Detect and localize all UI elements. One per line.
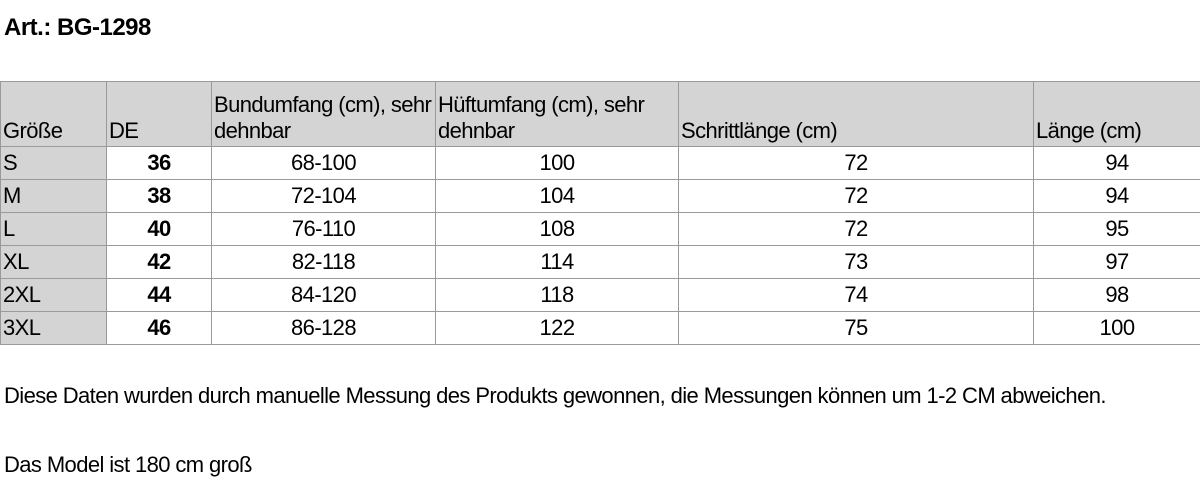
inseam-cell: 72: [679, 180, 1034, 213]
hip-cell: 118: [436, 279, 679, 312]
size-cell: 3XL: [1, 312, 107, 345]
inseam-cell: 73: [679, 246, 1034, 279]
model-height-note: Das Model ist 180 cm groß: [4, 452, 252, 477]
de-cell: 38: [107, 180, 212, 213]
length-cell: 95: [1034, 213, 1200, 246]
table-row: [1, 213, 1200, 246]
waist-cell: 84-120: [212, 279, 436, 312]
header-inseam: Schrittlänge (cm): [679, 82, 1034, 147]
waist-cell: 72-104: [212, 180, 436, 213]
size-cell: XL: [1, 246, 107, 279]
waist-cell: 76-110: [212, 213, 436, 246]
header-size: Größe: [1, 82, 107, 147]
waist-cell: 86-128: [212, 312, 436, 345]
hip-cell: 100: [436, 147, 679, 180]
length-cell: 97: [1034, 246, 1200, 279]
table-header-row: [1, 82, 1200, 147]
table-row: [1, 312, 1200, 345]
de-cell: 40: [107, 213, 212, 246]
table-row: [1, 180, 1200, 213]
size-cell: S: [1, 147, 107, 180]
table-row: [1, 147, 1200, 180]
de-cell: 44: [107, 279, 212, 312]
hip-cell: 114: [436, 246, 679, 279]
table-row: [1, 246, 1200, 279]
inseam-cell: 74: [679, 279, 1034, 312]
table-row: [1, 279, 1200, 312]
measurement-note: Diese Daten wurden durch manuelle Messung des Produkts gewonnen, die Messungen können um 1-2 CM abweichen.: [4, 383, 1106, 408]
header-length: Länge (cm): [1034, 82, 1200, 147]
length-cell: 98: [1034, 279, 1200, 312]
hip-cell: 122: [436, 312, 679, 345]
length-cell: 94: [1034, 147, 1200, 180]
header-waist: Bundumfang (cm), sehr dehnbar: [212, 82, 436, 147]
header-de: DE: [107, 82, 212, 147]
size-chart-table: [0, 81, 1200, 345]
size-cell: L: [1, 213, 107, 246]
inseam-cell: 72: [679, 213, 1034, 246]
article-number: Art.: BG-1298: [4, 14, 151, 41]
length-cell: 100: [1034, 312, 1200, 345]
de-cell: 46: [107, 312, 212, 345]
header-hip: Hüftumfang (cm), sehr dehnbar: [436, 82, 679, 147]
waist-cell: 68-100: [212, 147, 436, 180]
hip-cell: 108: [436, 213, 679, 246]
size-cell: 2XL: [1, 279, 107, 312]
de-cell: 36: [107, 147, 212, 180]
inseam-cell: 75: [679, 312, 1034, 345]
waist-cell: 82-118: [212, 246, 436, 279]
de-cell: 42: [107, 246, 212, 279]
size-cell: M: [1, 180, 107, 213]
length-cell: 94: [1034, 180, 1200, 213]
inseam-cell: 72: [679, 147, 1034, 180]
hip-cell: 104: [436, 180, 679, 213]
